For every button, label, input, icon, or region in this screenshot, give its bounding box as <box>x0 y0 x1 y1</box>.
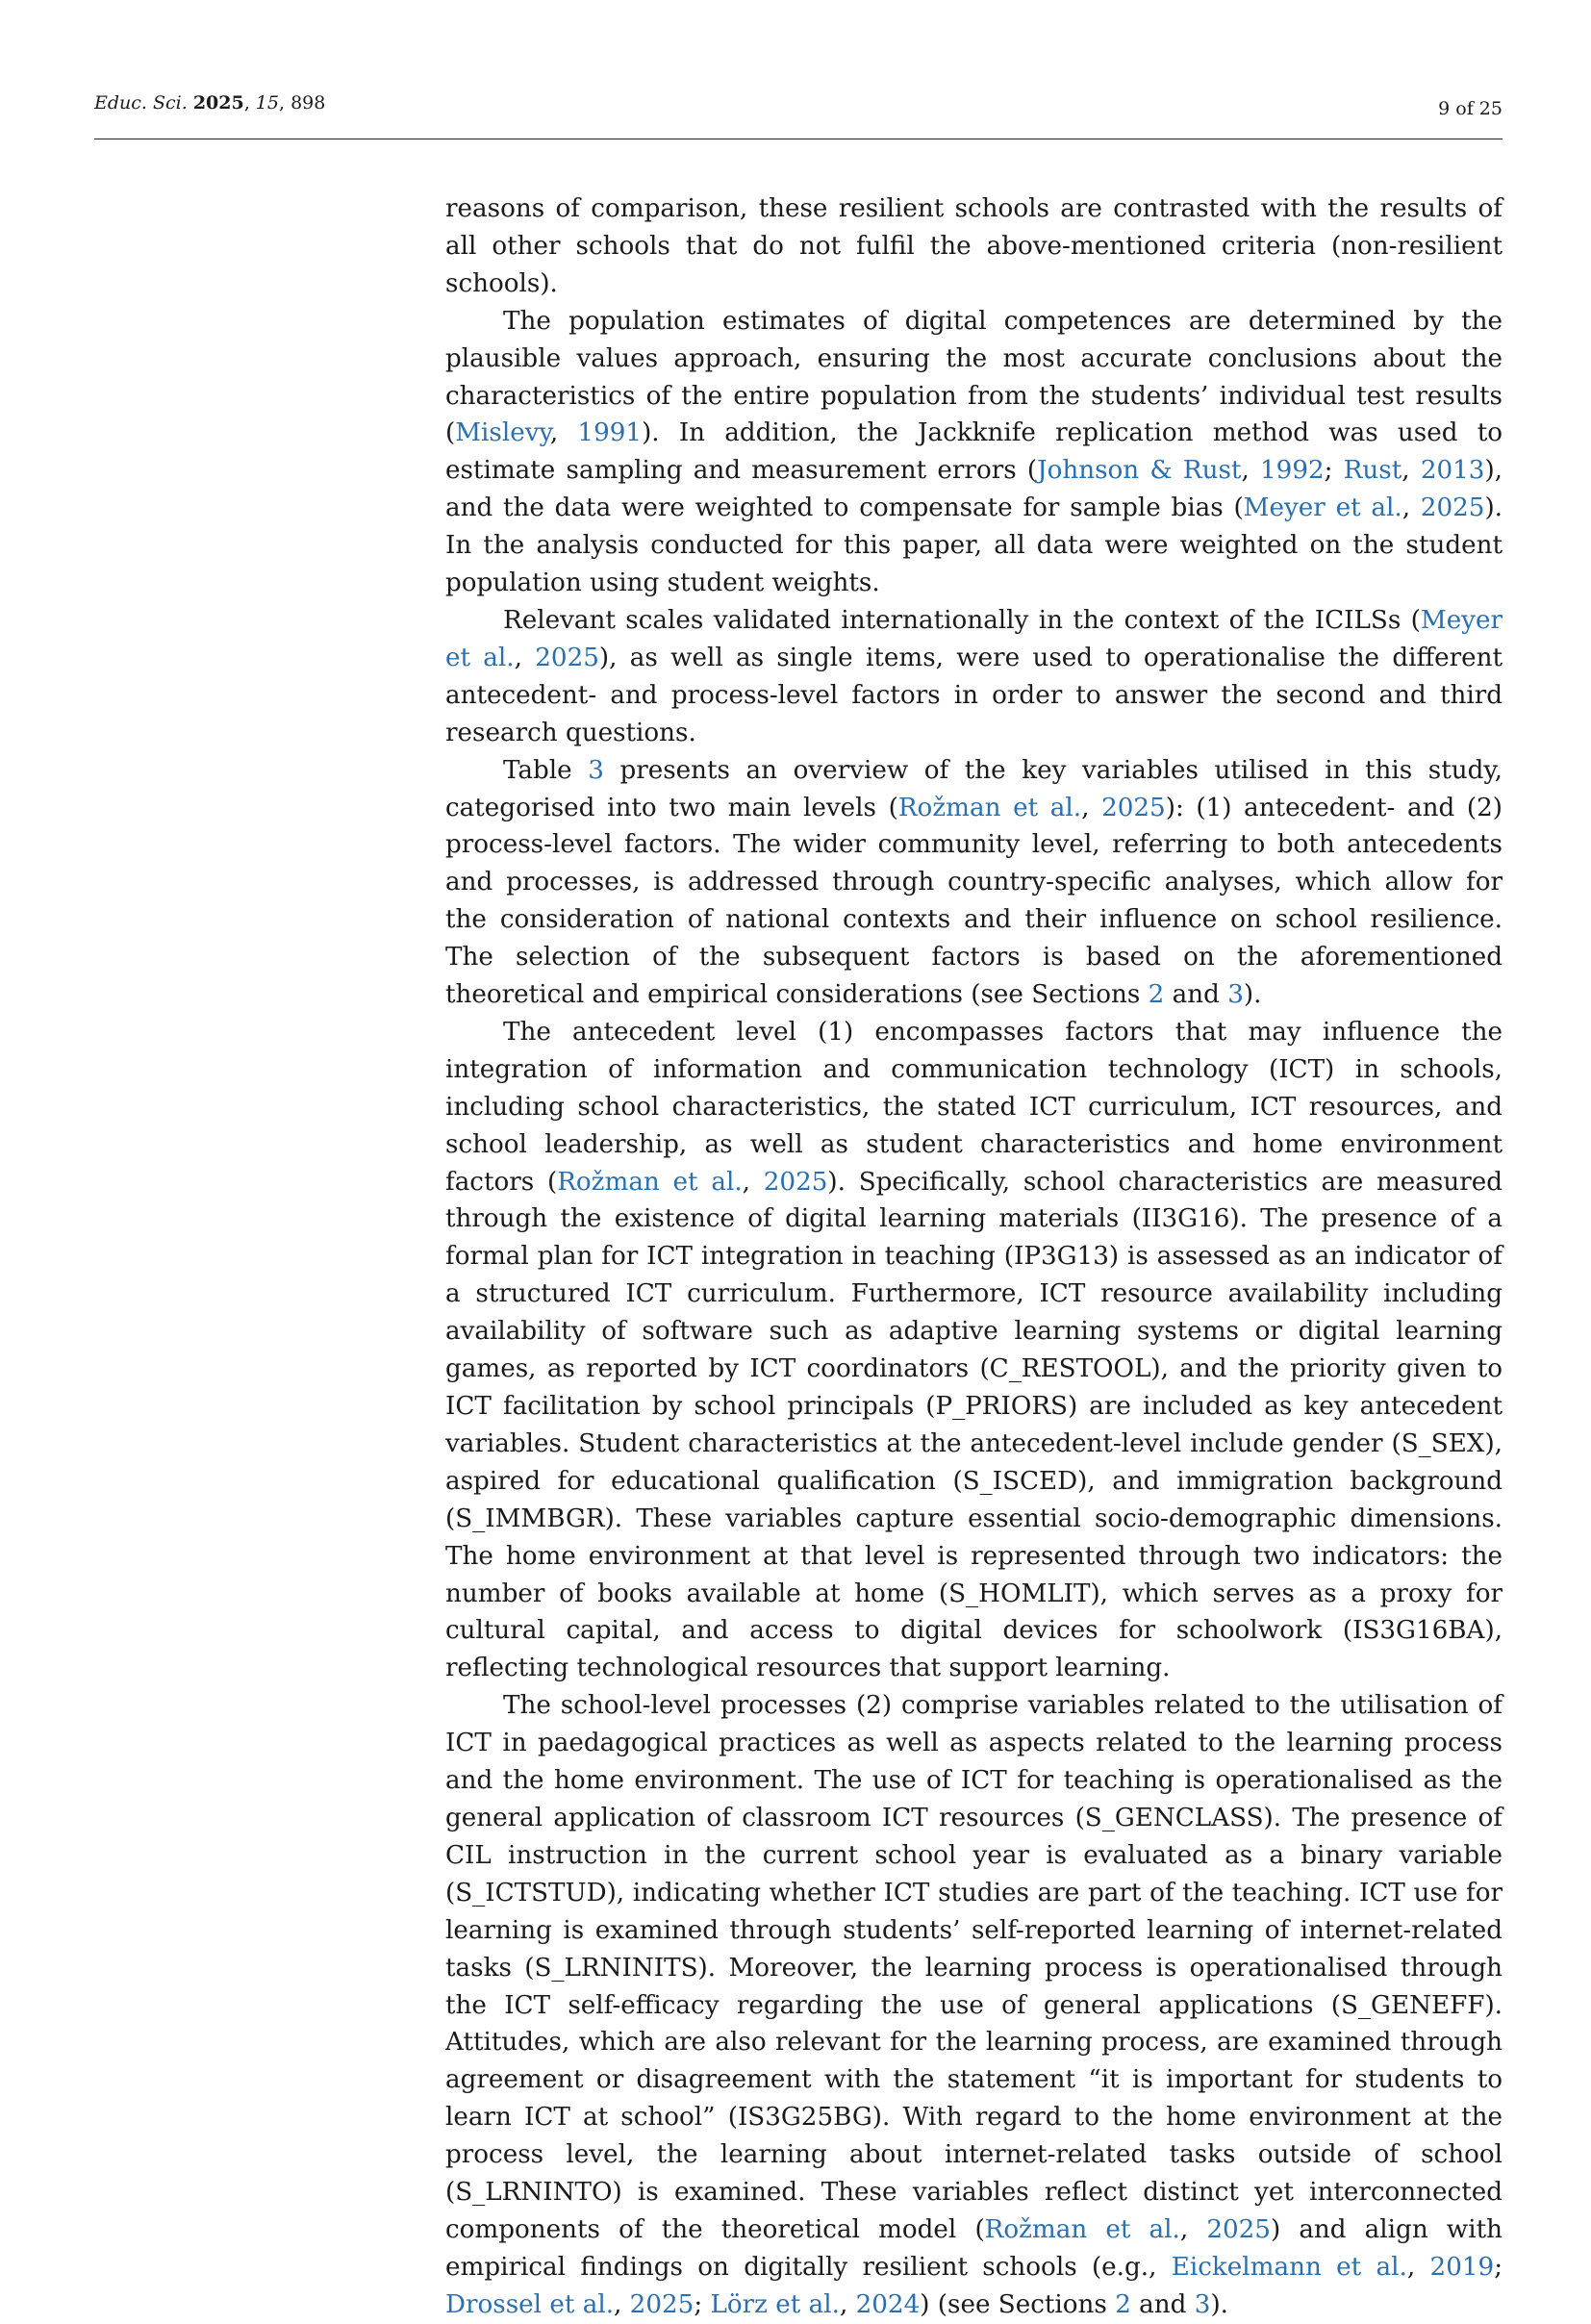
text-run: presents an overview of the key variables utilised in this study, categorised into two main levels ( <box>445 755 1503 822</box>
citation-link[interactable]: Rust <box>1343 456 1402 486</box>
text-run: ), as well as single items, were used to operationalise the different antecedent- and process-level factors in order to answer the second and third research questions. <box>445 643 1503 747</box>
journal-volume: 15 <box>255 92 279 114</box>
text-run: ; <box>694 2289 711 2319</box>
citation-link[interactable]: Eickelmann et al. <box>1171 2252 1407 2282</box>
journal-abbrev: Educ. Sci. <box>94 92 188 114</box>
citation-link[interactable]: Meyer et al. <box>1243 493 1402 523</box>
citation-link[interactable]: Mislevy <box>455 418 550 448</box>
citation-link[interactable]: 2025 <box>535 643 599 672</box>
citation-link[interactable]: 2025 <box>1101 793 1166 822</box>
text-run: ). <box>1210 2289 1228 2319</box>
citation-link[interactable]: 3 <box>588 755 604 785</box>
citation-link[interactable]: 1991 <box>577 418 643 448</box>
text-run: The school-level processes (2) comprise variables related to the utilisation of ICT in paedagogical practices as well as aspects related to the learning process and the home environment. The use of ICT for teaching is operationalised as the general application of classroom ICT resources (S_GENCLASS). The presence of CIL instruction in the current school year is evaluated as a binary variable (S_ICTSTUD), indicating whether ICT studies are part of the teaching. ICT use for learning is examined through students’ self-reported learning of internet-related tasks (S_LRNINITS). Moreover, the learning process is operationalised through the ICT self-efficacy regarding the use of general applications (S_GENEFF). Attitudes, which are also relevant for the learning process, are examined through agreement or disagreement with the statement “it is important for students to learn ICT at school” (IS3G25BG). With regard to the home environment at the process level, the learning about internet-related tasks outside of school (S_LRNINTO) is examined. These variables reflect distinct yet interconnected components of the theoretical model ( <box>445 1691 1503 2244</box>
text-run: ). <box>1243 980 1262 1010</box>
text-run: ). Specifically, school characteristics are measured through the existence of digital learning materials (II3G16). The presence of a formal plan for ICT integration in teaching (IP3G13) is assessed as an indicator of a structured ICT curriculum. Furthermore, ICT resource availability including availability of software such as adaptive learning systems or digital learning games, as reported by ICT coordinators (C_RESTOOL), and the priority given to ICT facilitation by school principals (P_PRIORS) are included as key antecedent variables. Student characteristics at the antecedent-level include gender (S_SEX), aspired for educational qualification (S_ISCED), and immigration background (S_IMMBGR). These variables capture essential socio-demographic dimensions. The home environment at that level is represented through two indicators: the number of books available at home (S_HOMLIT), which serves as a proxy for cultural capital, and access to digital devices for schoolwork (IS3G16BA), reflecting technological resources that support learning. <box>445 1167 1503 1683</box>
citation-link[interactable]: Johnson & Rust <box>1037 456 1242 486</box>
text-run: , <box>1402 456 1421 486</box>
article-number: 898 <box>290 92 326 114</box>
citation-link[interactable]: Lörz et al. <box>710 2289 840 2319</box>
text-run: ): (1) antecedent- and (2) process-level factors. The wider community level, referring to both antecedents and processes, is addressed through country-specific analyses, which allow for the consideration of national contexts and their influence on school resilience. The selection of the subsequent factors is based on the aforementioned theoretical and empirical considerations (see Sections <box>445 793 1503 1010</box>
citation-link[interactable]: 2019 <box>1429 2252 1495 2282</box>
text-run: , <box>1402 493 1421 523</box>
journal-year: 2025 <box>192 92 244 114</box>
text-run: , <box>1406 2252 1430 2282</box>
journal-citation: Educ. Sci. 2025, 15, 898 <box>94 92 326 114</box>
citation-link[interactable]: 2025 <box>1206 2214 1271 2244</box>
citation-link[interactable]: 2 <box>1148 980 1165 1010</box>
text-run: The population estimates of digital competences are determined by the plausible values approach, ensuring the most accurate conclusions about the characteristics of the entire population from the students’ individual test results ( <box>445 306 1503 448</box>
main-text <box>445 190 1503 2324</box>
citation-link[interactable]: 3 <box>1227 980 1244 1010</box>
citation-link[interactable]: 2025 <box>1420 493 1485 523</box>
paragraph-1 <box>445 190 1503 303</box>
text-run: , <box>1179 2214 1207 2244</box>
text-run: , <box>1241 456 1261 486</box>
text-run: The antecedent level (1) encompasses factors that may influence the integration of information and communication technology (ICT) in schools, including school characteristics, the stated ICT curriculum, ICT resources, and school leadership, as well as student characteristics and home environment factors ( <box>445 1017 1503 1197</box>
page-number: 9 of 25 <box>1438 98 1503 119</box>
text-run: Table <box>503 755 589 785</box>
text-run: , <box>614 2289 630 2319</box>
text-run: ; <box>1324 456 1344 486</box>
text-run: , <box>839 2289 856 2319</box>
text-run: Relevant scales validated internationally in the context of the ICILSs ( <box>503 605 1421 635</box>
citation-link[interactable]: 3 <box>1194 2289 1211 2319</box>
citation-link[interactable]: Drossel et al. <box>445 2289 615 2319</box>
citation-link[interactable]: Rožman et al. <box>897 793 1082 822</box>
text-run: reasons of comparison, these resilient schools are contrasted with the results of all other schools that do not fulfil the above-mentioned criteria (non-resilient schools). <box>445 194 1503 298</box>
text-run: ), and the data were weighted to compensate for sample bias ( <box>445 456 1503 523</box>
text-run: , <box>549 418 578 448</box>
text-run: ). In addition, the Jackknife replication method was used to estimate sampling and measurement errors ( <box>445 418 1503 486</box>
text-run: and <box>1130 2289 1195 2319</box>
citation-link[interactable]: Meyer et al. <box>445 605 1503 672</box>
paragraph-6 <box>445 1687 1503 2323</box>
text-run: , <box>742 1167 764 1197</box>
text-run: and <box>1164 980 1228 1010</box>
paragraph-5 <box>445 1014 1503 1687</box>
text-run: ; <box>1494 2252 1503 2282</box>
text-run: ) (see Sections <box>920 2289 1116 2319</box>
citation-link[interactable]: Rožman et al. <box>984 2214 1180 2244</box>
citation-link[interactable]: Rožman et al. <box>557 1167 743 1197</box>
paragraph-2 <box>445 303 1503 602</box>
text-run: , <box>514 643 536 672</box>
running-header <box>94 88 1503 139</box>
citation-link[interactable]: 2024 <box>855 2289 921 2319</box>
citation-link[interactable]: 2025 <box>629 2289 694 2319</box>
paragraph-4 <box>445 752 1503 1014</box>
paragraph-3 <box>445 602 1503 752</box>
text-run: ) and align with empirical findings on digitally resilient schools (e.g., <box>445 2214 1503 2282</box>
citation-link[interactable]: 2 <box>1115 2289 1131 2319</box>
text-run: , <box>1081 793 1102 822</box>
text-run: ). In the analysis conducted for this paper, all data were weighted on the student population using student weights. <box>445 493 1503 598</box>
citation-link[interactable]: 2025 <box>763 1167 828 1197</box>
citation-link[interactable]: 1992 <box>1260 456 1325 486</box>
citation-link[interactable]: 2013 <box>1420 456 1485 486</box>
